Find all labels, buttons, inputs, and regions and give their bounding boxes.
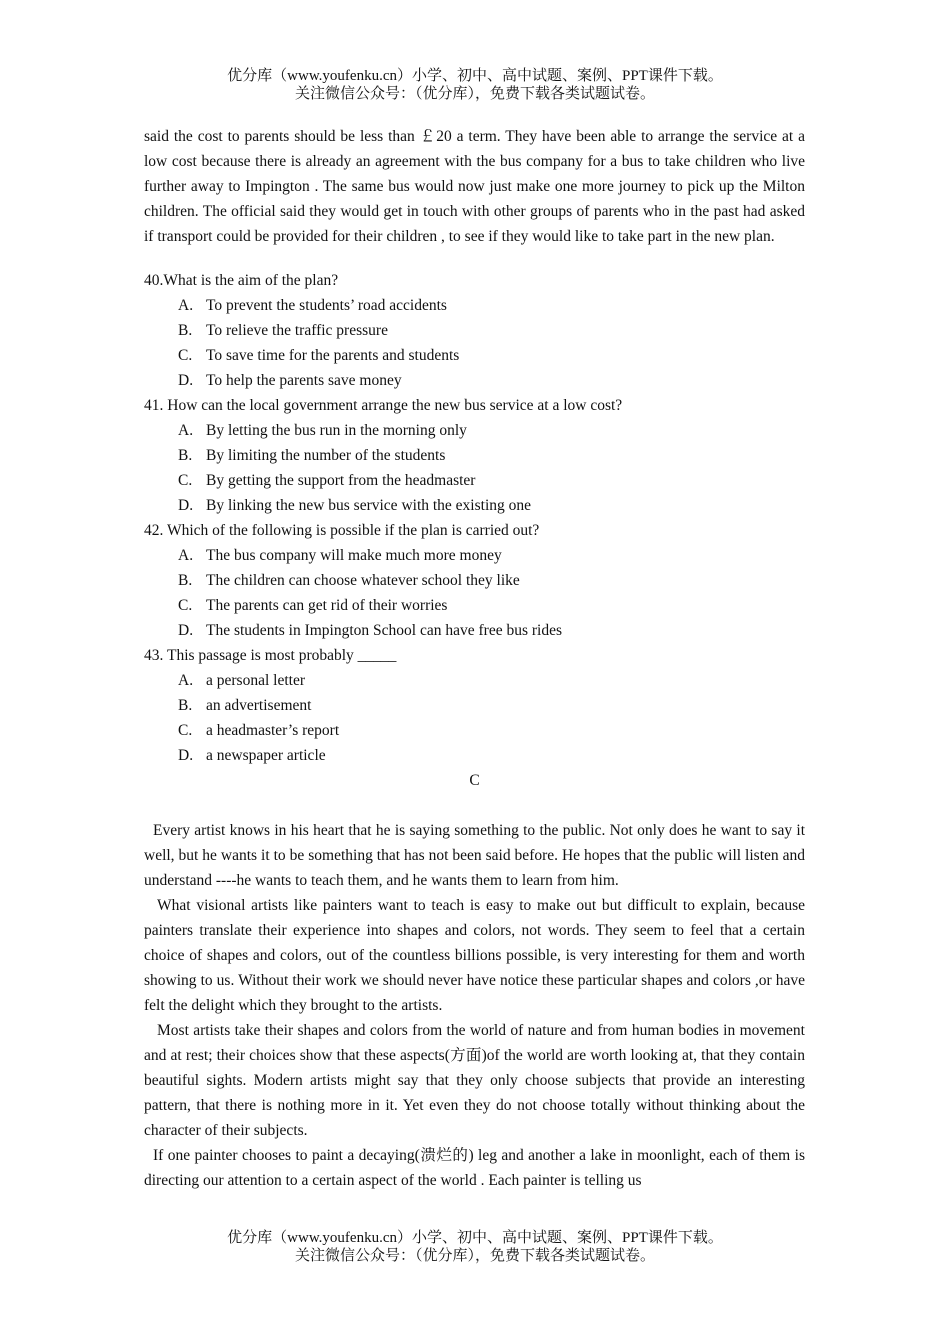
option-letter: B.: [178, 572, 193, 589]
option-a: [178, 293, 805, 318]
question-stem: 41. How can the local government arrange the new bus service at a low cost?: [144, 397, 623, 414]
option-b: [178, 318, 805, 343]
option-text: The students in Impington School can have free bus rides: [206, 622, 562, 639]
option-letter: B.: [178, 322, 193, 339]
passage-c-paragraph-3: Most artists take their shapes and colors from the world of nature and from human bodies in movement and at rest; their choices show that these aspects(方面)of the world are worth looking at, that they contain beautiful sights. Modern artists might say that they only choose subjects that provide an interesting pattern, that there is nothing more in it. Yet even they do not choose totally without thinking about the character of their subjects.: [144, 1022, 805, 1139]
option-a: [178, 418, 805, 443]
option-text: By linking the new bus service with the existing one: [206, 497, 532, 514]
option-letter: D.: [178, 747, 194, 764]
page-content: [144, 124, 805, 1193]
passage-c-paragraph-2: What visional artists like painters want to teach is easy to make out but difficult to explain, because painters translate their experience into shapes and colors, not words. They seem to feel that a certain choice of shapes and colors, out of the countless billions possible, is very interesting for them and worth showing to us. Without their work we should never have notice these particular shapes and colors ,or have felt the delight which they brought to the artists.: [144, 897, 805, 1014]
option-text: The parents can get rid of their worries: [206, 597, 448, 614]
option-letter: C.: [178, 347, 193, 364]
option-letter: D.: [178, 497, 194, 514]
option-a: [178, 543, 805, 568]
footer-line-1: 优分库（www.youfenku.cn）小学、初中、高中试题、案例、PPT课件下载。: [227, 1230, 723, 1246]
option-text: The children can choose whatever school they like: [206, 572, 520, 589]
question-42: [144, 518, 805, 643]
option-d: [178, 368, 805, 393]
option-text: a personal letter: [206, 672, 305, 689]
option-c: [178, 718, 805, 743]
option-text: By getting the support from the headmaster: [206, 472, 476, 489]
option-letter: A.: [178, 297, 194, 314]
option-letter: B.: [178, 697, 193, 714]
option-text: a headmaster’s report: [206, 722, 340, 739]
option-text: To save time for the parents and students: [206, 347, 460, 364]
question-43: [144, 643, 805, 768]
option-b: [178, 443, 805, 468]
option-text: By letting the bus run in the morning only: [206, 422, 467, 439]
passage-b-ending: said the cost to parents should be less than ￡20 a term. They have been able to arrange the service at a low cost because there is already an agreement with the bus company for a bus to take children who live further away to Impington . The same bus would now just make one more journey to pick up the Milton children. The official said they would get in touch with other groups of parents who in the past had asked if transport could be provided for their children , to see if they would like to take part in the new plan.: [144, 128, 805, 245]
option-c: [178, 468, 805, 493]
option-text: The bus company will make much more money: [206, 547, 502, 564]
question-stem: 42. Which of the following is possible if the plan is carried out?: [144, 522, 540, 539]
option-b: [178, 568, 805, 593]
option-letter: A.: [178, 672, 194, 689]
question-stem: 40.What is the aim of the plan?: [144, 272, 339, 289]
footer-line-2: 关注微信公众号：（优分库），免费下载各类试题试卷。: [294, 1248, 655, 1264]
question-40: [144, 268, 805, 393]
option-text: By limiting the number of the students: [206, 447, 446, 464]
option-c: [178, 343, 805, 368]
option-letter: C.: [178, 597, 193, 614]
header-line-1: 优分库（www.youfenku.cn）小学、初中、高中试题、案例、PPT课件下载。: [227, 68, 723, 84]
spacer: [144, 793, 805, 818]
option-d: [178, 493, 805, 518]
spacer: [144, 249, 805, 268]
question-41: [144, 393, 805, 518]
option-text: To relieve the traffic pressure: [206, 322, 388, 339]
option-letter: B.: [178, 447, 193, 464]
option-text: an advertisement: [206, 697, 312, 714]
option-letter: A.: [178, 422, 194, 439]
option-text: To prevent the students’ road accidents: [206, 297, 447, 314]
passage-c-paragraph-4: If one painter chooses to paint a decaying(溃烂的) leg and another a lake in moonlight, each of them is directing our attention to a certain aspect of the world . Each painter is telling us: [144, 1147, 805, 1189]
option-letter: C.: [178, 722, 193, 739]
header-line-2: 关注微信公众号：（优分库），免费下载各类试题试卷。: [294, 86, 655, 102]
option-text: To help the parents save money: [206, 372, 402, 389]
option-text: a newspaper article: [206, 747, 326, 764]
option-letter: D.: [178, 372, 194, 389]
page-footer: [0, 1229, 950, 1265]
page-header: [0, 67, 950, 103]
option-d: [178, 618, 805, 643]
option-a: [178, 668, 805, 693]
option-letter: C.: [178, 472, 193, 489]
option-d: [178, 743, 805, 768]
option-letter: A.: [178, 547, 194, 564]
option-letter: D.: [178, 622, 194, 639]
question-stem: 43. This passage is most probably _____: [144, 647, 397, 664]
section-c-heading: C: [469, 772, 480, 789]
option-c: [178, 593, 805, 618]
option-b: [178, 693, 805, 718]
passage-c-paragraph-1: Every artist knows in his heart that he is saying something to the public. Not only does he want to say it well, but he wants it to be something that has not been said before. He hopes that the public will listen and understand ----he wants to teach them, and he wants them to learn from him.: [144, 822, 805, 889]
